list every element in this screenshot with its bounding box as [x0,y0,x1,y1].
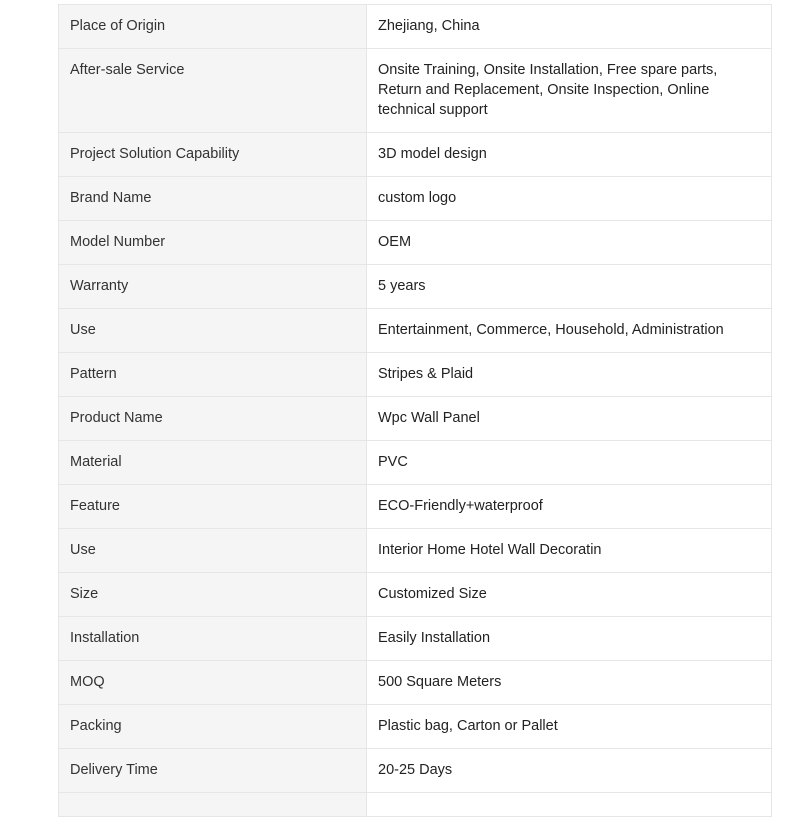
spec-table-body [59,5,772,817]
table-row [59,133,772,177]
spec-value: Easily Installation [367,617,772,661]
table-row [59,661,772,705]
table-row [59,529,772,573]
spec-value [367,793,772,817]
spec-value: Stripes & Plaid [367,353,772,397]
spec-key: Place of Origin [59,5,367,49]
spec-key: Installation [59,617,367,661]
spec-key: Use [59,309,367,353]
spec-value: Entertainment, Commerce, Household, Administration [367,309,772,353]
spec-key: Model Number [59,221,367,265]
table-row [59,265,772,309]
table-row [59,5,772,49]
spec-key: Packing [59,705,367,749]
spec-key: Delivery Time [59,749,367,793]
spec-value: Plastic bag, Carton or Pallet [367,705,772,749]
spec-key: Pattern [59,353,367,397]
spec-value: ECO-Friendly+waterproof [367,485,772,529]
table-row [59,397,772,441]
spec-key: Use [59,529,367,573]
spec-value: custom logo [367,177,772,221]
table-row [59,705,772,749]
spec-value: Wpc Wall Panel [367,397,772,441]
spec-key: Feature [59,485,367,529]
spec-value: 5 years [367,265,772,309]
spec-key: Size [59,573,367,617]
table-row [59,49,772,133]
spec-value: Customized Size [367,573,772,617]
table-row [59,353,772,397]
table-row [59,221,772,265]
table-row [59,749,772,793]
table-row [59,573,772,617]
table-row [59,441,772,485]
table-row [59,309,772,353]
table-row [59,617,772,661]
spec-key: After-sale Service [59,49,367,133]
table-row [59,485,772,529]
table-row-partial [59,793,772,817]
spec-value: 3D model design [367,133,772,177]
spec-value: OEM [367,221,772,265]
spec-key: Material [59,441,367,485]
spec-key: Product Name [59,397,367,441]
spec-key: MOQ [59,661,367,705]
spec-value: Zhejiang, China [367,5,772,49]
spec-value: PVC [367,441,772,485]
spec-value: 500 Square Meters [367,661,772,705]
table-row [59,177,772,221]
spec-value: 20-25 Days [367,749,772,793]
product-spec-table [58,4,772,817]
spec-key: Warranty [59,265,367,309]
spec-key: Project Solution Capability [59,133,367,177]
spec-value: Interior Home Hotel Wall Decoratin [367,529,772,573]
spec-key [59,793,367,817]
spec-value: Onsite Training, Onsite Installation, Free spare parts, Return and Replacement, Onsite Inspection, Online technical support [367,49,772,133]
spec-key: Brand Name [59,177,367,221]
